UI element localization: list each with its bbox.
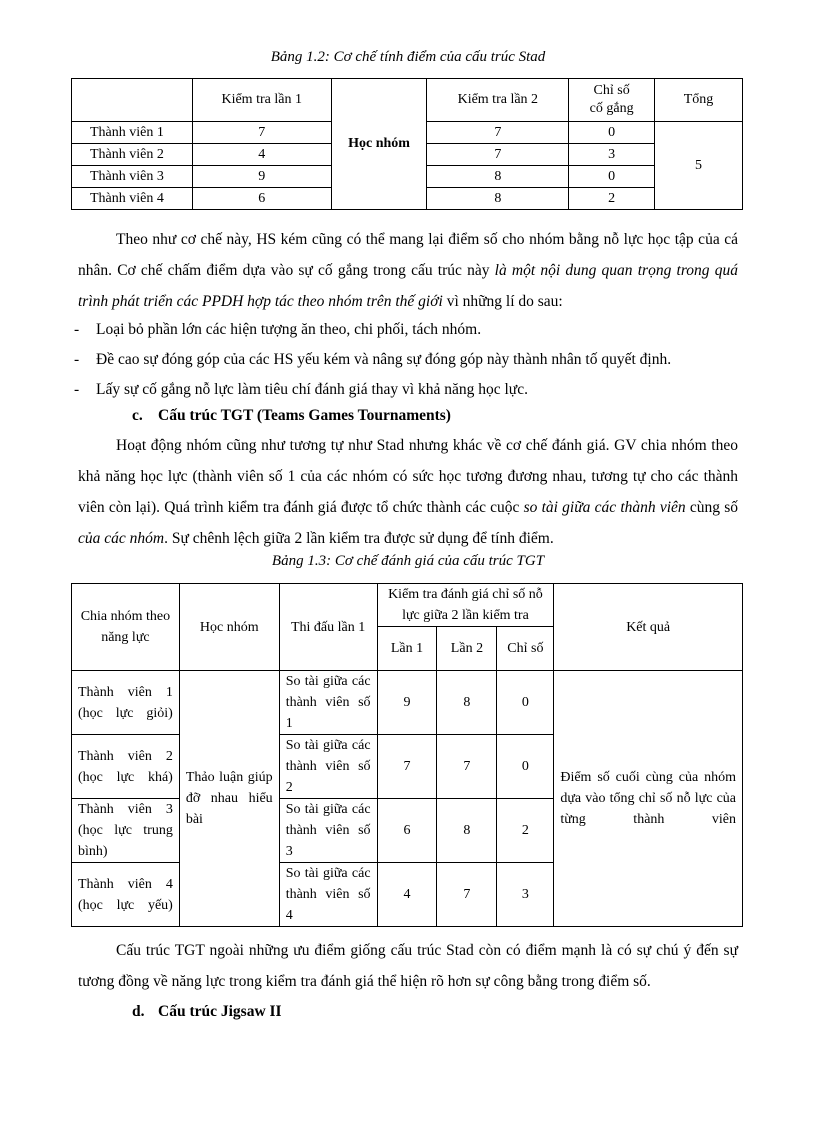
header-effort-evaluation: Kiểm tra đánh giá chỉ số nỗ lực giữa 2 lần kiểm tra — [377, 584, 554, 627]
para2-text-end: . Sự chênh lệch giữa 2 lần kiểm tra được sử dụng để tính điểm. — [164, 530, 554, 547]
effort-index-cell: 2 — [569, 188, 655, 210]
member-cell: Thành viên 3 (học lực trung bình) — [72, 799, 180, 863]
para1-text-end: vì những lí do sau: — [442, 293, 563, 310]
test1-cell: 6 — [192, 188, 331, 210]
table-header-row — [72, 79, 743, 122]
section-letter: d. — [132, 1003, 145, 1020]
para1-emphasis: là một nội dung quan trọng trong quá trình phát triển các PPDH hợp tác theo nhóm trên thế giới — [78, 262, 738, 310]
header-effort-index-line1: Chỉ số — [593, 83, 630, 98]
para2-emphasis-2: của các nhóm — [78, 530, 165, 547]
test1-cell: 6 — [377, 799, 437, 863]
header-test-1: Lần 1 — [377, 627, 437, 671]
para2-emphasis-1: so tài giữa các thành viên — [523, 499, 686, 516]
group-study-cell — [331, 79, 427, 210]
index-cell: 0 — [497, 671, 554, 735]
para2-text: Hoạt động nhóm cũng như tương tự như Stad nhưng khác về cơ chế đánh giá. GV chia nhóm theo khả năng học lực (thành viên số 1 của các nhóm có sức học tương đương nhau, tương tự cho các thành viên còn lại). Quá trình kiểm tra đánh giá được tổ chức thành các cuộc — [78, 437, 738, 516]
member-cell: Thành viên 1 — [72, 122, 193, 144]
list-item: - Đề cao sự đóng góp của các HS yếu kém và nâng sự đóng góp này thành nhân tố quyết định. — [74, 351, 672, 368]
header-effort-index — [569, 79, 655, 122]
test2-cell: 7 — [437, 863, 497, 927]
list-item-text: Lấy sự cố gắng nỗ lực làm tiêu chí đánh giá thay vì khả năng học lực. — [96, 381, 528, 398]
group-study-cell: Thảo luận giúp đỡ nhau hiểu bài — [179, 671, 279, 927]
table2-caption: Bảng 1.3: Cơ chế đánh giá của cấu trúc TGT — [271, 553, 545, 569]
header-group-study: Học nhóm — [179, 584, 279, 671]
header-effort-index-line2: cố gắng — [589, 101, 634, 116]
paragraph-tgt-explanation — [78, 430, 738, 554]
test2-cell: 7 — [427, 122, 569, 144]
member-cell: Thành viên 3 — [72, 166, 193, 188]
tgt-evaluation-table — [71, 583, 743, 927]
section-heading-d — [132, 996, 282, 1027]
effort-index-cell: 0 — [569, 122, 655, 144]
test2-cell: 8 — [437, 799, 497, 863]
header-test1: Kiểm tra lần 1 — [192, 79, 331, 122]
section-letter: c. — [132, 407, 143, 424]
test2-cell: 7 — [427, 144, 569, 166]
test1-cell: 7 — [192, 122, 331, 144]
effort-index-cell: 3 — [569, 144, 655, 166]
group-study-label: Học nhóm — [348, 136, 410, 151]
header-group-by-ability: Chia nhóm theo năng lực — [72, 584, 180, 671]
test2-cell: 7 — [437, 735, 497, 799]
header-test2: Kiểm tra lần 2 — [427, 79, 569, 122]
empty-header-cell — [72, 79, 193, 122]
list-item-text: Loại bỏ phần lớn các hiện tượng ăn theo, chi phối, tách nhóm. — [96, 321, 482, 338]
section-title: Cấu trúc Jigsaw II — [158, 1003, 282, 1020]
list-item: - Lấy sự cố gắng nỗ lực làm tiêu chí đánh giá thay vì khả năng học lực. — [74, 381, 528, 398]
index-cell: 2 — [497, 799, 554, 863]
header-match-1: Thi đấu lần 1 — [279, 584, 377, 671]
table-row — [72, 671, 743, 735]
match-cell: So tài giữa các thành viên số 3 — [279, 799, 377, 863]
list-item-text: Đề cao sự đóng góp của các HS yếu kém và nâng sự đóng góp này thành nhân tố quyết định. — [96, 351, 672, 368]
effort-index-cell: 0 — [569, 166, 655, 188]
test2-cell: 8 — [427, 166, 569, 188]
test2-cell: 8 — [437, 671, 497, 735]
member-cell: Thành viên 2 (học lực khá) — [72, 735, 180, 799]
member-cell: Thành viên 1 (học lực giỏi) — [72, 671, 180, 735]
stad-scoring-table — [71, 78, 743, 210]
member-cell: Thành viên 2 — [72, 144, 193, 166]
index-cell: 3 — [497, 863, 554, 927]
test2-cell: 8 — [427, 188, 569, 210]
test1-cell: 7 — [377, 735, 437, 799]
paragraph-stad-explanation — [78, 224, 738, 317]
test1-cell: 9 — [377, 671, 437, 735]
section-title: Cấu trúc TGT (Teams Games Tournaments) — [158, 407, 451, 424]
member-cell: Thành viên 4 — [72, 188, 193, 210]
header-total: Tổng — [655, 79, 743, 122]
header-index: Chỉ số — [497, 627, 554, 671]
table1-caption: Bảng 1.2: Cơ chế tính điểm của cấu trúc Stad — [270, 49, 546, 65]
para2-text-mid: cùng số — [685, 499, 738, 516]
member-cell: Thành viên 4 (học lực yếu) — [72, 863, 180, 927]
list-item: - Loại bỏ phần lớn các hiện tượng ăn theo, chi phối, tách nhóm. — [74, 321, 482, 338]
header-test-2: Lần 2 — [437, 627, 497, 671]
test1-cell: 4 — [377, 863, 437, 927]
header-result: Kết quả — [554, 584, 743, 671]
match-cell: So tài giữa các thành viên số 4 — [279, 863, 377, 927]
table-header-row — [72, 584, 743, 627]
match-cell: So tài giữa các thành viên số 2 — [279, 735, 377, 799]
match-cell: So tài giữa các thành viên số 1 — [279, 671, 377, 735]
test1-cell: 9 — [192, 166, 331, 188]
index-cell: 0 — [497, 735, 554, 799]
total-cell: 5 — [655, 122, 743, 210]
paragraph-tgt-advantage: Cấu trúc TGT ngoài những ưu điểm giống cấu trúc Stad còn có điểm mạnh là có sự chú ý đến sự tương đồng về năng lực trong kiểm tra đánh giá thể hiện rõ hơn sự công bằng trong điểm số. — [78, 942, 738, 990]
para1-text: Theo như cơ chế này, HS kém cũng có thể mang lại điểm số cho nhóm bằng nỗ lực học tập của cá nhân. Cơ chế chấm điểm dựa vào sự cố gắng trong cấu trúc này — [78, 231, 738, 279]
result-cell: Điểm số cuối cùng của nhóm dựa vào tổng chỉ số nỗ lực của từng thành viên — [554, 671, 743, 927]
section-heading-c — [132, 400, 451, 431]
test1-cell: 4 — [192, 144, 331, 166]
